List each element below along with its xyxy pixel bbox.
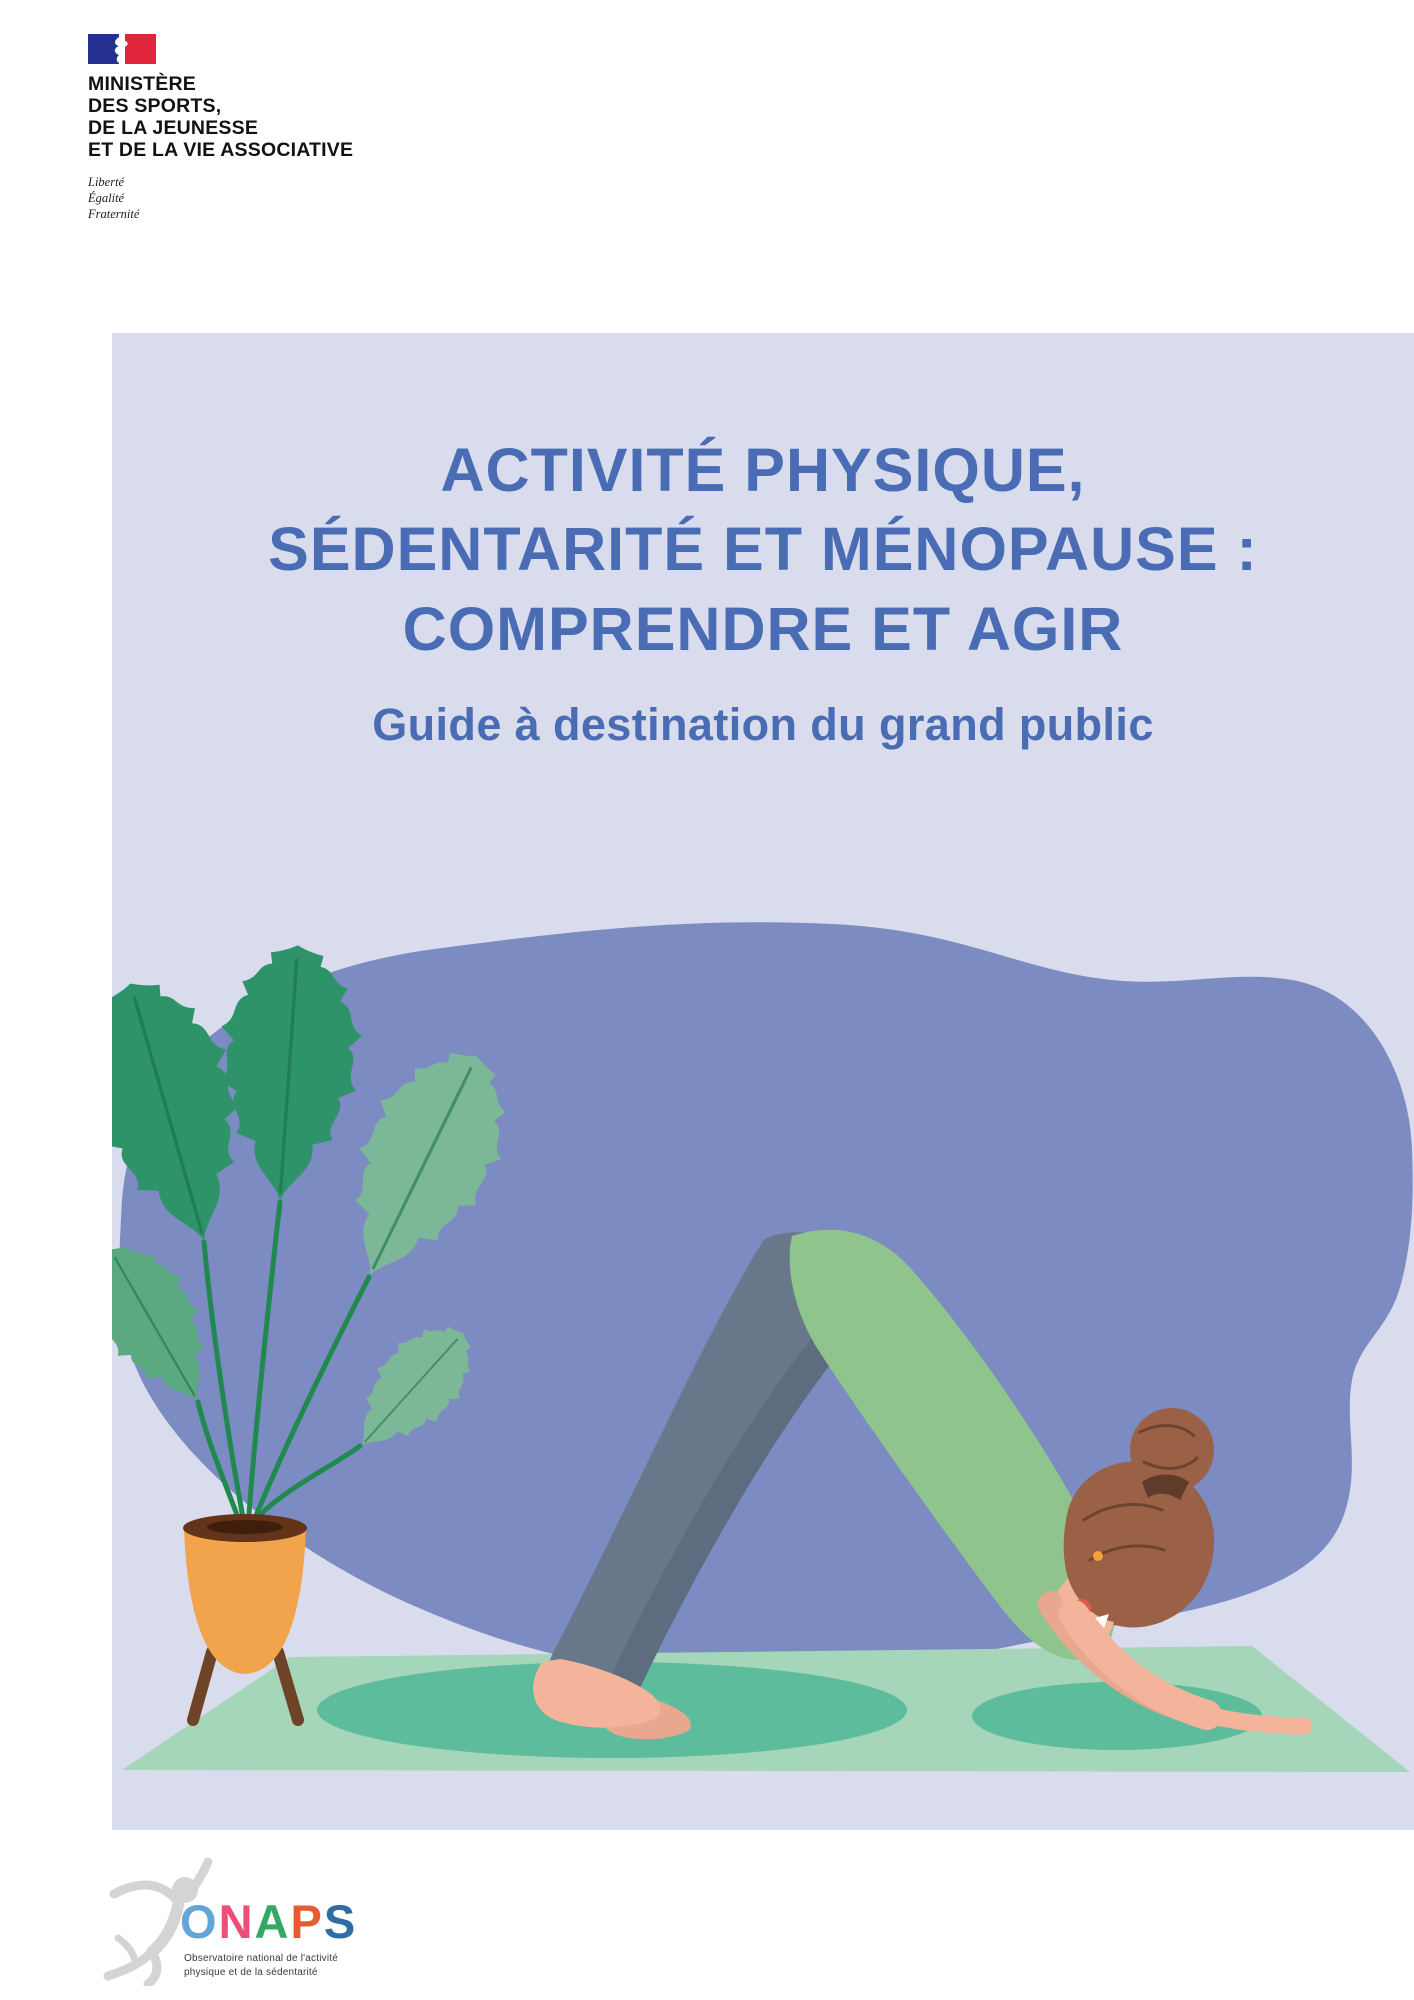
onaps-letter: P [290, 1895, 324, 1948]
ministry-name [88, 73, 353, 161]
ministry-line: DE LA JEUNESSE [88, 117, 259, 140]
title-line: COMPRENDRE ET AGIR [402, 594, 1124, 663]
title-line: ACTIVITÉ PHYSIQUE, [440, 436, 1086, 504]
onaps-letter: S [323, 1895, 358, 1948]
onaps-wordmark [180, 1895, 358, 1948]
cover-panel [112, 333, 1414, 1830]
yoga-illustration [112, 680, 1414, 1830]
ministry-line: ET DE LA VIE ASSOCIATIVE [88, 139, 354, 162]
republic-motto [88, 174, 353, 222]
tagline-line: Observatoire national de l'activité [184, 1953, 338, 1964]
onaps-letter: O [180, 1895, 219, 1948]
earring [1093, 1551, 1103, 1561]
french-flag-icon [88, 34, 156, 64]
cover-subtitle: Guide à destination du grand public [372, 698, 1154, 750]
motto-line: Fraternité [88, 207, 140, 222]
tagline-line: physique et de la sédentarité [184, 1966, 318, 1978]
ministry-line: DES SPORTS, [88, 95, 222, 118]
onaps-logo [88, 1842, 448, 1992]
onaps-letter: N [218, 1895, 255, 1948]
ministry-line: MINISTÈRE [88, 73, 196, 95]
plant-pot [184, 1530, 306, 1674]
cover-title [122, 431, 1404, 669]
onaps-letter: A [254, 1895, 291, 1948]
ministry-logo-block [88, 34, 353, 222]
title-line: SÉDENTARITÉ ET MÉNOPAUSE : [268, 515, 1258, 584]
motto-line: Égalité [88, 191, 125, 206]
onaps-tagline [184, 1952, 338, 1979]
motto-line: Liberté [88, 175, 125, 190]
